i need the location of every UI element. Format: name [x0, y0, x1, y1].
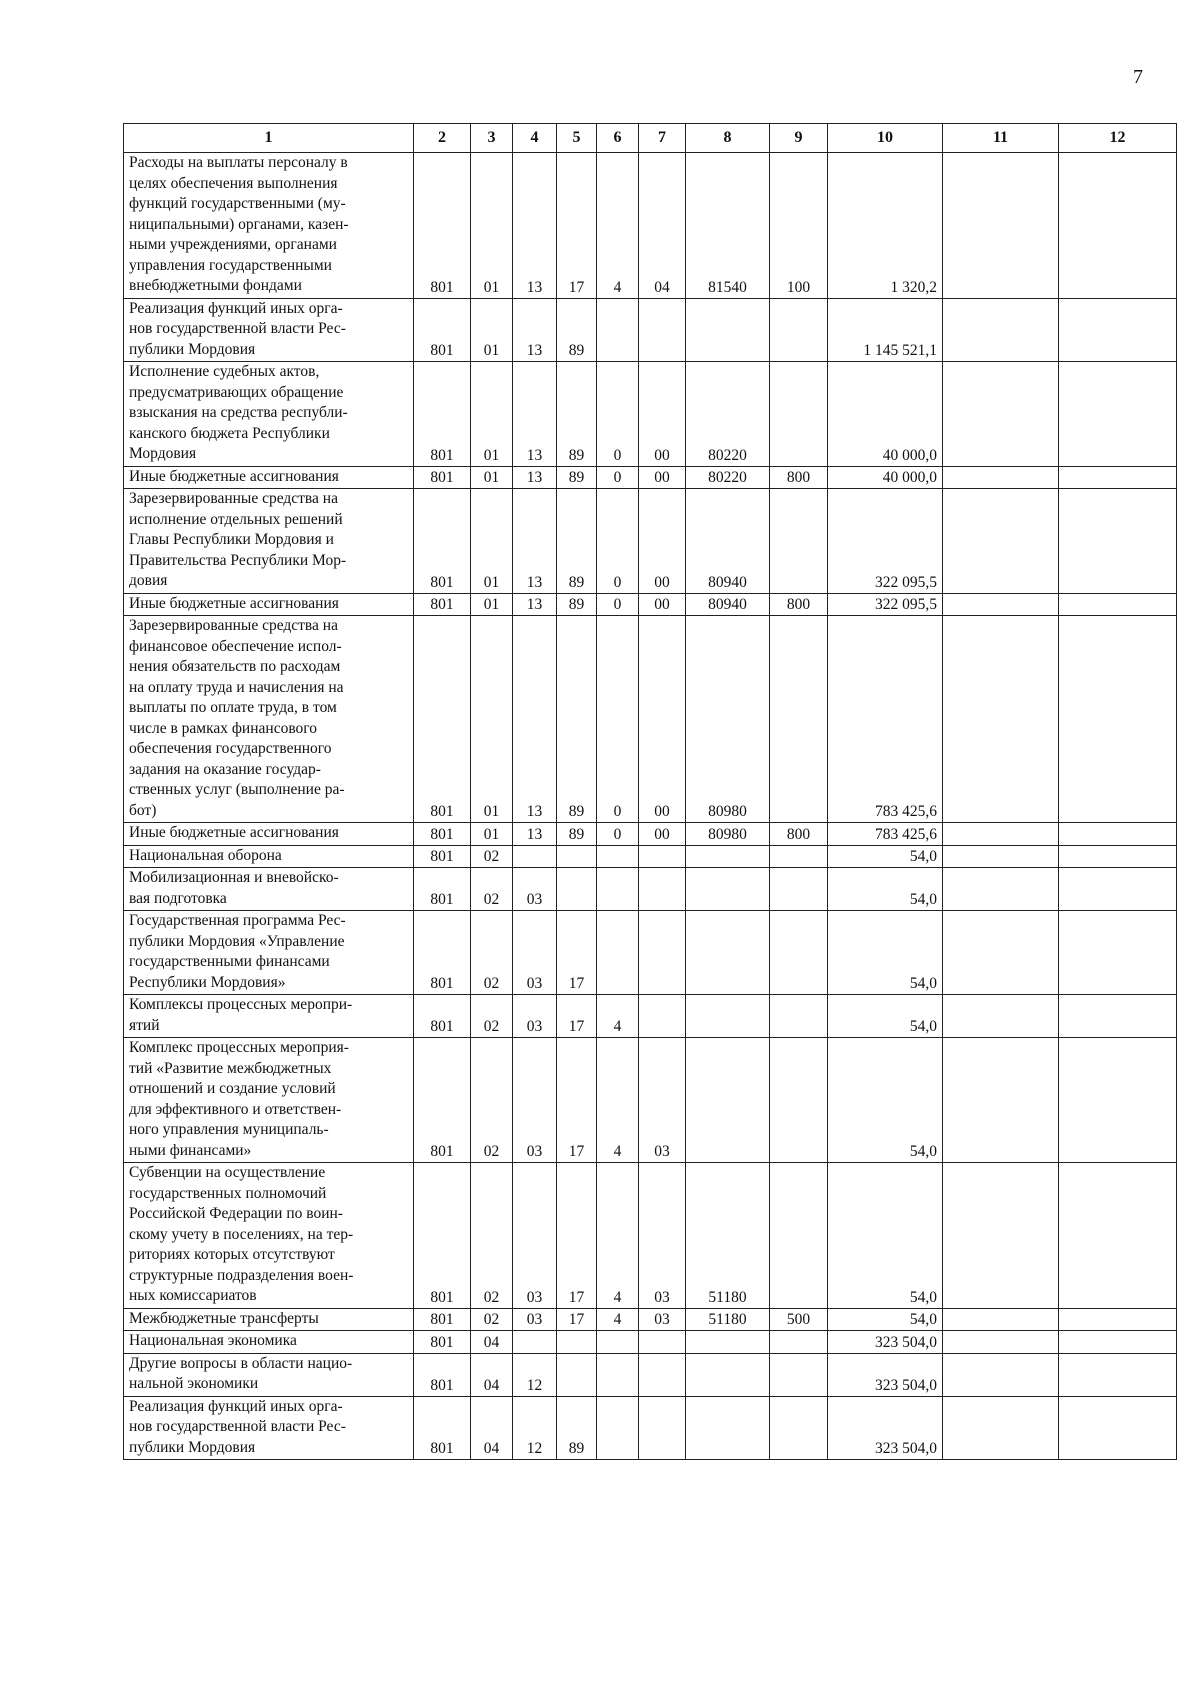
code-cell: 03 — [639, 1038, 686, 1163]
code-cell — [1059, 362, 1177, 467]
code-cell — [1059, 1331, 1177, 1354]
code-cell: 0 — [597, 593, 639, 616]
row-title: Мобилизационная и вневойско- вая подготовка — [124, 868, 414, 911]
code-cell — [770, 298, 828, 362]
code-cell — [597, 1353, 639, 1396]
code-cell — [686, 911, 770, 995]
code-cell — [943, 298, 1059, 362]
amount-cell: 54,0 — [828, 845, 943, 868]
code-cell — [943, 911, 1059, 995]
code-cell — [943, 868, 1059, 911]
row-title: Реализация функций иных орга- нов государственной власти Рес- публики Мордовия — [124, 1396, 414, 1460]
code-cell: 800 — [770, 593, 828, 616]
table-row — [124, 298, 1177, 362]
code-cell — [1059, 466, 1177, 489]
amount-cell: 54,0 — [828, 1308, 943, 1331]
code-cell: 0 — [597, 466, 639, 489]
code-cell: 13 — [513, 823, 557, 846]
code-cell — [943, 1396, 1059, 1460]
code-cell: 801 — [414, 1163, 471, 1309]
amount-cell: 323 504,0 — [828, 1353, 943, 1396]
code-cell: 0 — [597, 823, 639, 846]
code-cell — [686, 298, 770, 362]
code-cell: 801 — [414, 153, 471, 299]
code-cell — [557, 868, 597, 911]
code-cell: 03 — [513, 1163, 557, 1309]
code-cell — [686, 1396, 770, 1460]
code-cell: 801 — [414, 1353, 471, 1396]
code-cell: 02 — [471, 1163, 513, 1309]
row-title: Исполнение судебных актов, предусматривающих обращение взыскания на средства республи- канского бюджета Республики Мордовия — [124, 362, 414, 467]
code-cell — [1059, 1396, 1177, 1460]
code-cell: 800 — [770, 466, 828, 489]
table-row — [124, 593, 1177, 616]
code-cell: 80980 — [686, 616, 770, 823]
code-cell — [597, 298, 639, 362]
code-cell: 500 — [770, 1308, 828, 1331]
code-cell — [770, 1396, 828, 1460]
code-cell: 04 — [471, 1396, 513, 1460]
code-cell: 0 — [597, 362, 639, 467]
code-cell: 89 — [557, 616, 597, 823]
code-cell — [943, 362, 1059, 467]
code-cell: 801 — [414, 1396, 471, 1460]
code-cell — [513, 1331, 557, 1354]
code-cell — [639, 1353, 686, 1396]
code-cell: 03 — [513, 911, 557, 995]
code-cell: 0 — [597, 616, 639, 823]
row-title: Субвенции на осуществление государственных полномочий Российской Федерации по воин- скому учету в поселениях, на тер- риториях которых отсутствуют структурные подразделения воен- ных комиссариатов — [124, 1163, 414, 1309]
column-header: 9 — [770, 124, 828, 153]
amount-cell: 54,0 — [828, 868, 943, 911]
code-cell: 01 — [471, 466, 513, 489]
row-title: Комплекс процессных мероприя- тий «Развитие межбюджетных отношений и создание условий для эффективного и ответствен- ного управления муниципаль- ными финансами» — [124, 1038, 414, 1163]
code-cell: 03 — [639, 1163, 686, 1309]
code-cell: 89 — [557, 298, 597, 362]
code-cell — [943, 153, 1059, 299]
code-cell: 13 — [513, 593, 557, 616]
code-cell: 03 — [513, 868, 557, 911]
code-cell — [686, 1353, 770, 1396]
code-cell: 4 — [597, 1038, 639, 1163]
amount-cell: 323 504,0 — [828, 1331, 943, 1354]
code-cell: 02 — [471, 1038, 513, 1163]
code-cell: 00 — [639, 362, 686, 467]
code-cell: 13 — [513, 466, 557, 489]
code-cell: 13 — [513, 298, 557, 362]
code-cell: 4 — [597, 1163, 639, 1309]
amount-cell: 1 320,2 — [828, 153, 943, 299]
code-cell: 02 — [471, 995, 513, 1038]
row-title: Национальная оборона — [124, 845, 414, 868]
code-cell — [943, 616, 1059, 823]
table-row — [124, 153, 1177, 299]
code-cell: 801 — [414, 868, 471, 911]
code-cell: 801 — [414, 593, 471, 616]
code-cell: 80940 — [686, 593, 770, 616]
code-cell: 801 — [414, 298, 471, 362]
code-cell — [943, 1308, 1059, 1331]
code-cell — [1059, 489, 1177, 594]
code-cell — [770, 1038, 828, 1163]
code-cell — [943, 845, 1059, 868]
amount-cell: 322 095,5 — [828, 489, 943, 594]
code-cell: 801 — [414, 823, 471, 846]
code-cell: 0 — [597, 489, 639, 594]
code-cell — [770, 1163, 828, 1309]
amount-cell: 323 504,0 — [828, 1396, 943, 1460]
code-cell: 13 — [513, 362, 557, 467]
code-cell: 801 — [414, 845, 471, 868]
code-cell: 801 — [414, 911, 471, 995]
budget-table — [123, 123, 1177, 1460]
code-cell — [943, 593, 1059, 616]
code-cell — [557, 1331, 597, 1354]
header-row — [124, 124, 1177, 153]
table-row — [124, 489, 1177, 594]
amount-cell: 783 425,6 — [828, 823, 943, 846]
code-cell — [639, 868, 686, 911]
code-cell: 89 — [557, 1396, 597, 1460]
table-row — [124, 1308, 1177, 1331]
column-header: 10 — [828, 124, 943, 153]
code-cell: 03 — [639, 1308, 686, 1331]
table-row — [124, 911, 1177, 995]
code-cell: 01 — [471, 298, 513, 362]
code-cell — [943, 823, 1059, 846]
column-header: 6 — [597, 124, 639, 153]
table-row — [124, 1331, 1177, 1354]
code-cell: 4 — [597, 995, 639, 1038]
code-cell — [639, 1396, 686, 1460]
code-cell — [1059, 1308, 1177, 1331]
code-cell: 89 — [557, 362, 597, 467]
code-cell — [639, 911, 686, 995]
column-header: 1 — [124, 124, 414, 153]
code-cell — [770, 1353, 828, 1396]
code-cell — [770, 911, 828, 995]
code-cell — [943, 1353, 1059, 1396]
column-header: 5 — [557, 124, 597, 153]
code-cell: 801 — [414, 995, 471, 1038]
code-cell — [1059, 298, 1177, 362]
code-cell: 100 — [770, 153, 828, 299]
row-title: Государственная программа Рес- публики Мордовия «Управление государственными финансами Республики Мордовия» — [124, 911, 414, 995]
code-cell: 89 — [557, 489, 597, 594]
code-cell: 02 — [471, 911, 513, 995]
column-header: 12 — [1059, 124, 1177, 153]
code-cell: 00 — [639, 489, 686, 594]
table-row — [124, 995, 1177, 1038]
code-cell: 80220 — [686, 466, 770, 489]
amount-cell: 54,0 — [828, 911, 943, 995]
code-cell: 17 — [557, 1163, 597, 1309]
table-row — [124, 616, 1177, 823]
row-title: Иные бюджетные ассигнования — [124, 466, 414, 489]
page-number: 7 — [1133, 66, 1143, 88]
code-cell: 00 — [639, 593, 686, 616]
code-cell: 89 — [557, 593, 597, 616]
code-cell: 01 — [471, 362, 513, 467]
code-cell — [597, 868, 639, 911]
code-cell — [557, 1353, 597, 1396]
code-cell — [1059, 1353, 1177, 1396]
code-cell: 03 — [513, 995, 557, 1038]
table-row — [124, 1353, 1177, 1396]
code-cell — [597, 845, 639, 868]
amount-cell: 54,0 — [828, 1163, 943, 1309]
code-cell: 89 — [557, 466, 597, 489]
code-cell — [597, 1331, 639, 1354]
code-cell — [943, 995, 1059, 1038]
code-cell: 80980 — [686, 823, 770, 846]
code-cell: 51180 — [686, 1163, 770, 1309]
row-title: Другие вопросы в области нацио- нальной экономики — [124, 1353, 414, 1396]
row-title: Зарезервированные средства на исполнение отдельных решений Главы Республики Мордовия и Правительства Республики Мор- довия — [124, 489, 414, 594]
code-cell — [943, 1163, 1059, 1309]
code-cell: 02 — [471, 1308, 513, 1331]
amount-cell: 783 425,6 — [828, 616, 943, 823]
code-cell: 04 — [639, 153, 686, 299]
code-cell: 89 — [557, 823, 597, 846]
code-cell — [1059, 845, 1177, 868]
table-row — [124, 1163, 1177, 1309]
amount-cell: 40 000,0 — [828, 362, 943, 467]
code-cell: 801 — [414, 616, 471, 823]
code-cell — [557, 845, 597, 868]
amount-cell: 54,0 — [828, 1038, 943, 1163]
code-cell: 80220 — [686, 362, 770, 467]
code-cell — [639, 298, 686, 362]
amount-cell: 1 145 521,1 — [828, 298, 943, 362]
code-cell: 17 — [557, 1038, 597, 1163]
column-header: 11 — [943, 124, 1059, 153]
code-cell: 01 — [471, 823, 513, 846]
row-title: Зарезервированные средства на финансовое обеспечение испол- нения обязательств по расходам на оплату труда и начисления на выплаты по оплате труда, в том числе в рамках финансового обеспечения государственного задания на оказание государ- ственных услуг (выполнение ра- бот) — [124, 616, 414, 823]
column-header: 8 — [686, 124, 770, 153]
code-cell: 800 — [770, 823, 828, 846]
code-cell — [639, 1331, 686, 1354]
code-cell: 01 — [471, 489, 513, 594]
code-cell — [597, 911, 639, 995]
column-header: 3 — [471, 124, 513, 153]
code-cell: 01 — [471, 616, 513, 823]
table-row — [124, 868, 1177, 911]
code-cell: 12 — [513, 1353, 557, 1396]
code-cell — [943, 489, 1059, 594]
code-cell: 80940 — [686, 489, 770, 594]
code-cell — [1059, 593, 1177, 616]
code-cell — [639, 845, 686, 868]
code-cell: 00 — [639, 823, 686, 846]
code-cell: 12 — [513, 1396, 557, 1460]
code-cell — [639, 995, 686, 1038]
code-cell: 02 — [471, 868, 513, 911]
code-cell — [1059, 616, 1177, 823]
code-cell — [1059, 823, 1177, 846]
code-cell — [770, 1331, 828, 1354]
amount-cell: 40 000,0 — [828, 466, 943, 489]
code-cell: 801 — [414, 362, 471, 467]
code-cell: 13 — [513, 616, 557, 823]
code-cell: 00 — [639, 466, 686, 489]
code-cell — [943, 1038, 1059, 1163]
code-cell — [686, 995, 770, 1038]
code-cell: 801 — [414, 489, 471, 594]
code-cell: 00 — [639, 616, 686, 823]
code-cell — [770, 489, 828, 594]
code-cell: 04 — [471, 1353, 513, 1396]
code-cell: 03 — [513, 1308, 557, 1331]
code-cell — [943, 466, 1059, 489]
code-cell — [770, 868, 828, 911]
code-cell: 81540 — [686, 153, 770, 299]
code-cell — [770, 845, 828, 868]
code-cell: 13 — [513, 489, 557, 594]
code-cell: 801 — [414, 1308, 471, 1331]
code-cell: 13 — [513, 153, 557, 299]
code-cell — [597, 1396, 639, 1460]
table-row — [124, 362, 1177, 467]
code-cell: 801 — [414, 466, 471, 489]
code-cell: 51180 — [686, 1308, 770, 1331]
code-cell: 01 — [471, 593, 513, 616]
code-cell: 17 — [557, 1308, 597, 1331]
row-title: Межбюджетные трансферты — [124, 1308, 414, 1331]
code-cell — [686, 1331, 770, 1354]
column-header: 7 — [639, 124, 686, 153]
code-cell — [1059, 911, 1177, 995]
row-title: Национальная экономика — [124, 1331, 414, 1354]
code-cell — [770, 616, 828, 823]
row-title: Иные бюджетные ассигнования — [124, 823, 414, 846]
table-row — [124, 823, 1177, 846]
code-cell — [686, 868, 770, 911]
code-cell — [686, 1038, 770, 1163]
amount-cell: 54,0 — [828, 995, 943, 1038]
code-cell — [513, 845, 557, 868]
code-cell: 02 — [471, 845, 513, 868]
column-header: 4 — [513, 124, 557, 153]
code-cell — [770, 995, 828, 1038]
code-cell — [1059, 995, 1177, 1038]
code-cell: 17 — [557, 153, 597, 299]
table-row — [124, 1038, 1177, 1163]
row-title: Расходы на выплаты персоналу в целях обеспечения выполнения функций государственными (му- ниципальными) органами, казен- ными учреждениями, органами управления государственными внебюджетными фондами — [124, 153, 414, 299]
column-header: 2 — [414, 124, 471, 153]
code-cell: 03 — [513, 1038, 557, 1163]
table-row — [124, 845, 1177, 868]
code-cell — [686, 845, 770, 868]
code-cell — [1059, 1038, 1177, 1163]
row-title: Комплексы процессных меропри- ятий — [124, 995, 414, 1038]
code-cell: 17 — [557, 995, 597, 1038]
code-cell: 17 — [557, 911, 597, 995]
row-title: Иные бюджетные ассигнования — [124, 593, 414, 616]
code-cell: 04 — [471, 1331, 513, 1354]
code-cell: 01 — [471, 153, 513, 299]
table-body — [124, 153, 1177, 1460]
row-title: Реализация функций иных орга- нов государственной власти Рес- публики Мордовия — [124, 298, 414, 362]
code-cell — [1059, 868, 1177, 911]
code-cell: 801 — [414, 1331, 471, 1354]
code-cell: 4 — [597, 153, 639, 299]
code-cell — [943, 1331, 1059, 1354]
code-cell — [1059, 153, 1177, 299]
code-cell: 801 — [414, 1038, 471, 1163]
code-cell: 4 — [597, 1308, 639, 1331]
amount-cell: 322 095,5 — [828, 593, 943, 616]
code-cell — [770, 362, 828, 467]
code-cell — [1059, 1163, 1177, 1309]
table-row — [124, 1396, 1177, 1460]
table-row — [124, 466, 1177, 489]
